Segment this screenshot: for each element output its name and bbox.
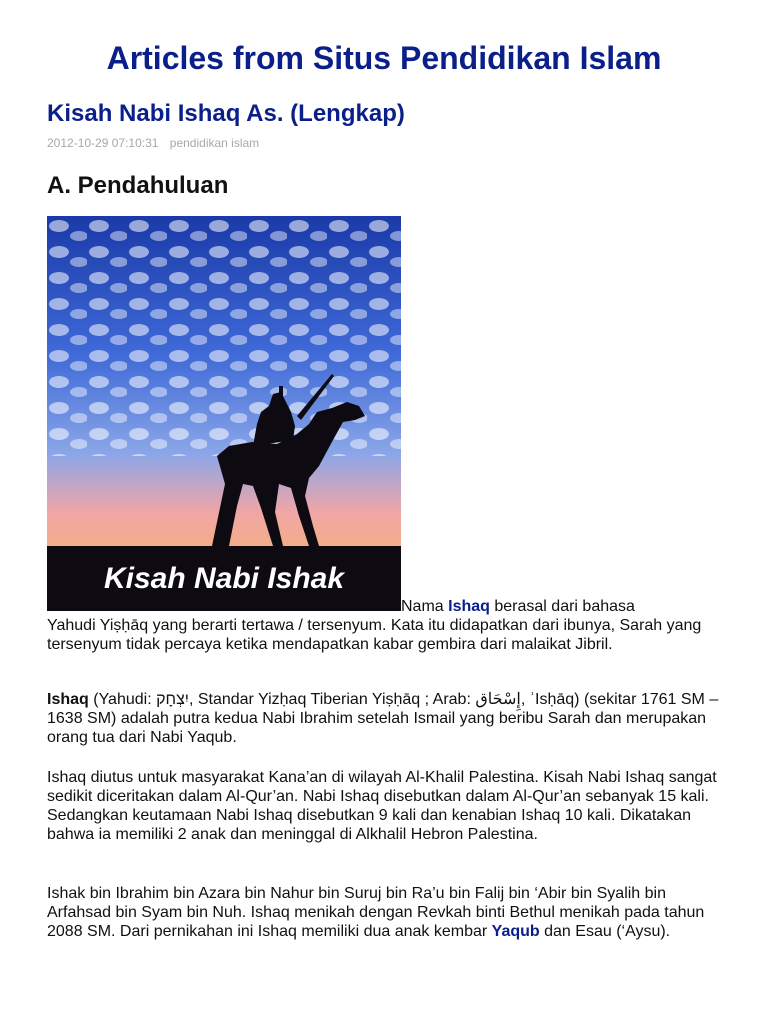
hero-image (47, 216, 401, 611)
paragraph-2: Ishaq (Yahudi: יִצְחָק, Standar Yizḥaq Tiberian Yiṣḥāq ; Arab: إِسْحَاق, ʾIsḥāq) (sekitar 1761 SM – 1638 SM) adalah putra kedua Nabi Ibrahim setelah Ismail yang beribu Sarah dan merupakan orang tua dari Nabi Yaqub. (47, 691, 719, 746)
article-meta (47, 136, 259, 150)
ishaq-link[interactable]: Ishaq (448, 598, 490, 615)
article-category[interactable]: pendidikan islam (169, 136, 260, 150)
site-title: Articles from Situs Pendidikan Islam (106, 40, 662, 76)
paragraph-1: Nama Ishaq berasal dari bahasa Yahudi Yiṣḥāq yang berarti tertawa / tersenyum. Kata itu didapatkan dari ibunya, Sarah yang tersenyum tidak percaya ketika mendapatkan kabar gembira dari malaikat Jibril. (47, 598, 702, 653)
ishaq-bold: Ishaq (47, 691, 89, 708)
paragraph-3: Ishaq diutus untuk masyarakat Kana’an di wilayah Al-Khalil Palestina. Kisah Nabi Ishaq sangat sedikit diceritakan dalam Al-Qur’an. Nabi Ishaq disebutkan dalam Al-Qur’an sebanyak 15 kali. Sedangkan keutamaan Nabi Ishaq disebutkan 9 kali dan kenabian Ishaq 10 kali. Dikatakan bahwa ia memiliki 2 anak dan meninggal di Alkhalil Hebron Palestina. (47, 769, 717, 843)
paragraph-4: Ishak bin Ibrahim bin Azara bin Nahur bin Suruj bin Ra’u bin Falij bin ‘Abir bin Syalih bin Arfahsad bin Syam bin Nuh. Ishaq menikah dengan Revkah binti Bethul menikah pada tahun 2088 SM. Dari pernikahan ini Ishaq memiliki dua anak kembar Yaqub dan Esau (‘Aysu). (47, 885, 705, 940)
yaqub-link[interactable]: Yaqub (491, 923, 540, 940)
article-date: 2012-10-29 07:10:31 (47, 136, 159, 150)
article-title[interactable]: Kisah Nabi Ishaq As. (Lengkap) (47, 100, 405, 127)
camel-rider-image (47, 216, 401, 611)
section-heading: A. Pendahuluan (47, 172, 229, 199)
image-caption: Kisah Nabi Ishak (103, 562, 345, 595)
